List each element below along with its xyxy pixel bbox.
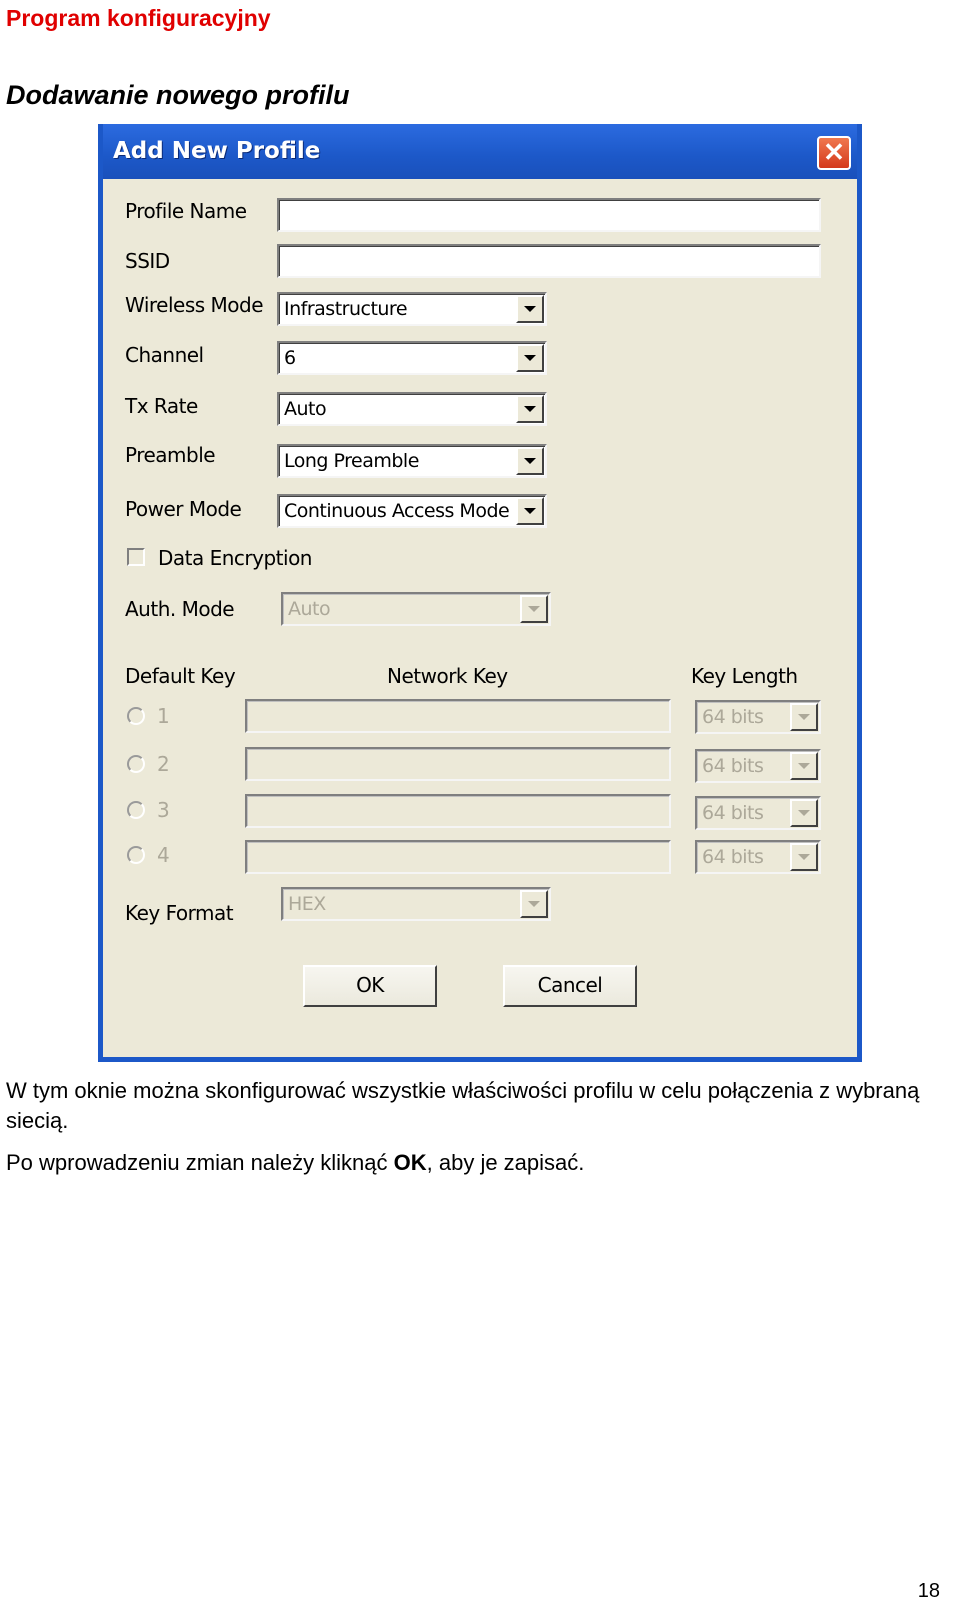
dialog-titlebar[interactable]	[103, 124, 857, 179]
power-mode-value: Continuous Access Mode	[284, 500, 510, 522]
power-mode-label: Power Mode	[125, 497, 242, 521]
instruction-text-after: , aby je zapisać.	[426, 1150, 585, 1175]
dropdown-arrow-icon[interactable]	[520, 890, 548, 918]
network-key-input-3[interactable]	[245, 794, 671, 828]
cancel-button[interactable]: Cancel	[503, 965, 637, 1007]
dropdown-arrow-icon[interactable]	[516, 344, 544, 372]
key-number-2: 2	[157, 752, 170, 776]
section-title: Program konfiguracyjny	[6, 5, 271, 31]
key-format-value: HEX	[288, 893, 326, 915]
page-number: 18	[917, 1580, 940, 1602]
wireless-mode-select[interactable]	[277, 292, 547, 326]
paragraph-description: W tym oknie można skonfigurować wszystkie właściwości profilu w celu połączenia z wybraną siecią.	[6, 1078, 920, 1133]
key-length-value-2: 64 bits	[702, 755, 764, 777]
key-length-value-1: 64 bits	[702, 706, 764, 728]
tx-rate-select[interactable]	[277, 392, 547, 426]
dropdown-arrow-icon[interactable]	[790, 843, 818, 871]
auth-mode-select[interactable]	[281, 592, 551, 626]
key-length-header: Key Length	[691, 664, 798, 688]
network-key-input-2[interactable]	[245, 747, 671, 781]
dropdown-arrow-icon[interactable]	[516, 447, 544, 475]
key-number-3: 3	[157, 798, 170, 822]
key-format-label: Key Format	[125, 901, 234, 925]
data-encryption-checkbox[interactable]	[127, 548, 145, 566]
add-new-profile-dialog	[98, 124, 862, 1062]
dropdown-arrow-icon[interactable]	[790, 752, 818, 780]
key-length-select-3[interactable]	[695, 796, 821, 830]
dropdown-arrow-icon[interactable]	[790, 799, 818, 827]
key-length-value-4: 64 bits	[702, 846, 764, 868]
profile-name-input[interactable]	[277, 198, 821, 232]
close-icon: ✕	[823, 137, 845, 167]
ok-button[interactable]: OK	[303, 965, 437, 1007]
key-number-1: 1	[157, 704, 170, 728]
dropdown-arrow-icon[interactable]	[516, 395, 544, 423]
preamble-label: Preamble	[125, 443, 216, 467]
key-number-4: 4	[157, 843, 170, 867]
default-key-radio-3[interactable]	[127, 801, 145, 819]
key-format-select[interactable]	[281, 887, 551, 921]
channel-select[interactable]	[277, 341, 547, 375]
dropdown-arrow-icon[interactable]	[790, 703, 818, 731]
key-length-value-3: 64 bits	[702, 802, 764, 824]
preamble-select[interactable]	[277, 444, 547, 478]
key-length-select-1[interactable]	[695, 700, 821, 734]
instruction-ok-bold: OK	[393, 1150, 427, 1175]
dialog-client-area	[103, 179, 857, 1057]
instruction-text-before: Po wprowadzeniu zmian należy kliknąć	[6, 1150, 394, 1175]
paragraph-instruction	[6, 1148, 946, 1178]
dropdown-arrow-icon[interactable]	[516, 497, 544, 525]
data-encryption-label: Data Encryption	[158, 546, 312, 570]
auth-mode-label: Auth. Mode	[125, 597, 235, 621]
profile-name-label: Profile Name	[125, 199, 247, 223]
network-key-input-1[interactable]	[245, 699, 671, 733]
tx-rate-label: Tx Rate	[125, 394, 198, 418]
default-key-header: Default Key	[125, 664, 236, 688]
channel-value: 6	[284, 347, 296, 369]
key-length-select-2[interactable]	[695, 749, 821, 783]
auth-mode-value: Auto	[288, 598, 331, 620]
default-key-radio-2[interactable]	[127, 755, 145, 773]
network-key-header: Network Key	[387, 664, 508, 688]
page-subtitle: Dodawanie nowego profilu	[6, 80, 350, 110]
wireless-mode-label: Wireless Mode	[125, 293, 264, 317]
dialog-title: Add New Profile	[113, 138, 321, 164]
power-mode-select[interactable]	[277, 494, 547, 528]
tx-rate-value: Auto	[284, 398, 327, 420]
default-key-radio-1[interactable]	[127, 707, 145, 725]
ssid-input[interactable]	[277, 244, 821, 278]
default-key-radio-4[interactable]	[127, 846, 145, 864]
close-button[interactable]	[817, 136, 851, 170]
channel-label: Channel	[125, 343, 204, 367]
dropdown-arrow-icon[interactable]	[516, 295, 544, 323]
dropdown-arrow-icon[interactable]	[520, 595, 548, 623]
key-length-select-4[interactable]	[695, 840, 821, 874]
preamble-value: Long Preamble	[284, 450, 419, 472]
wireless-mode-value: Infrastructure	[284, 298, 408, 320]
network-key-input-4[interactable]	[245, 840, 671, 874]
ssid-label: SSID	[125, 249, 170, 273]
